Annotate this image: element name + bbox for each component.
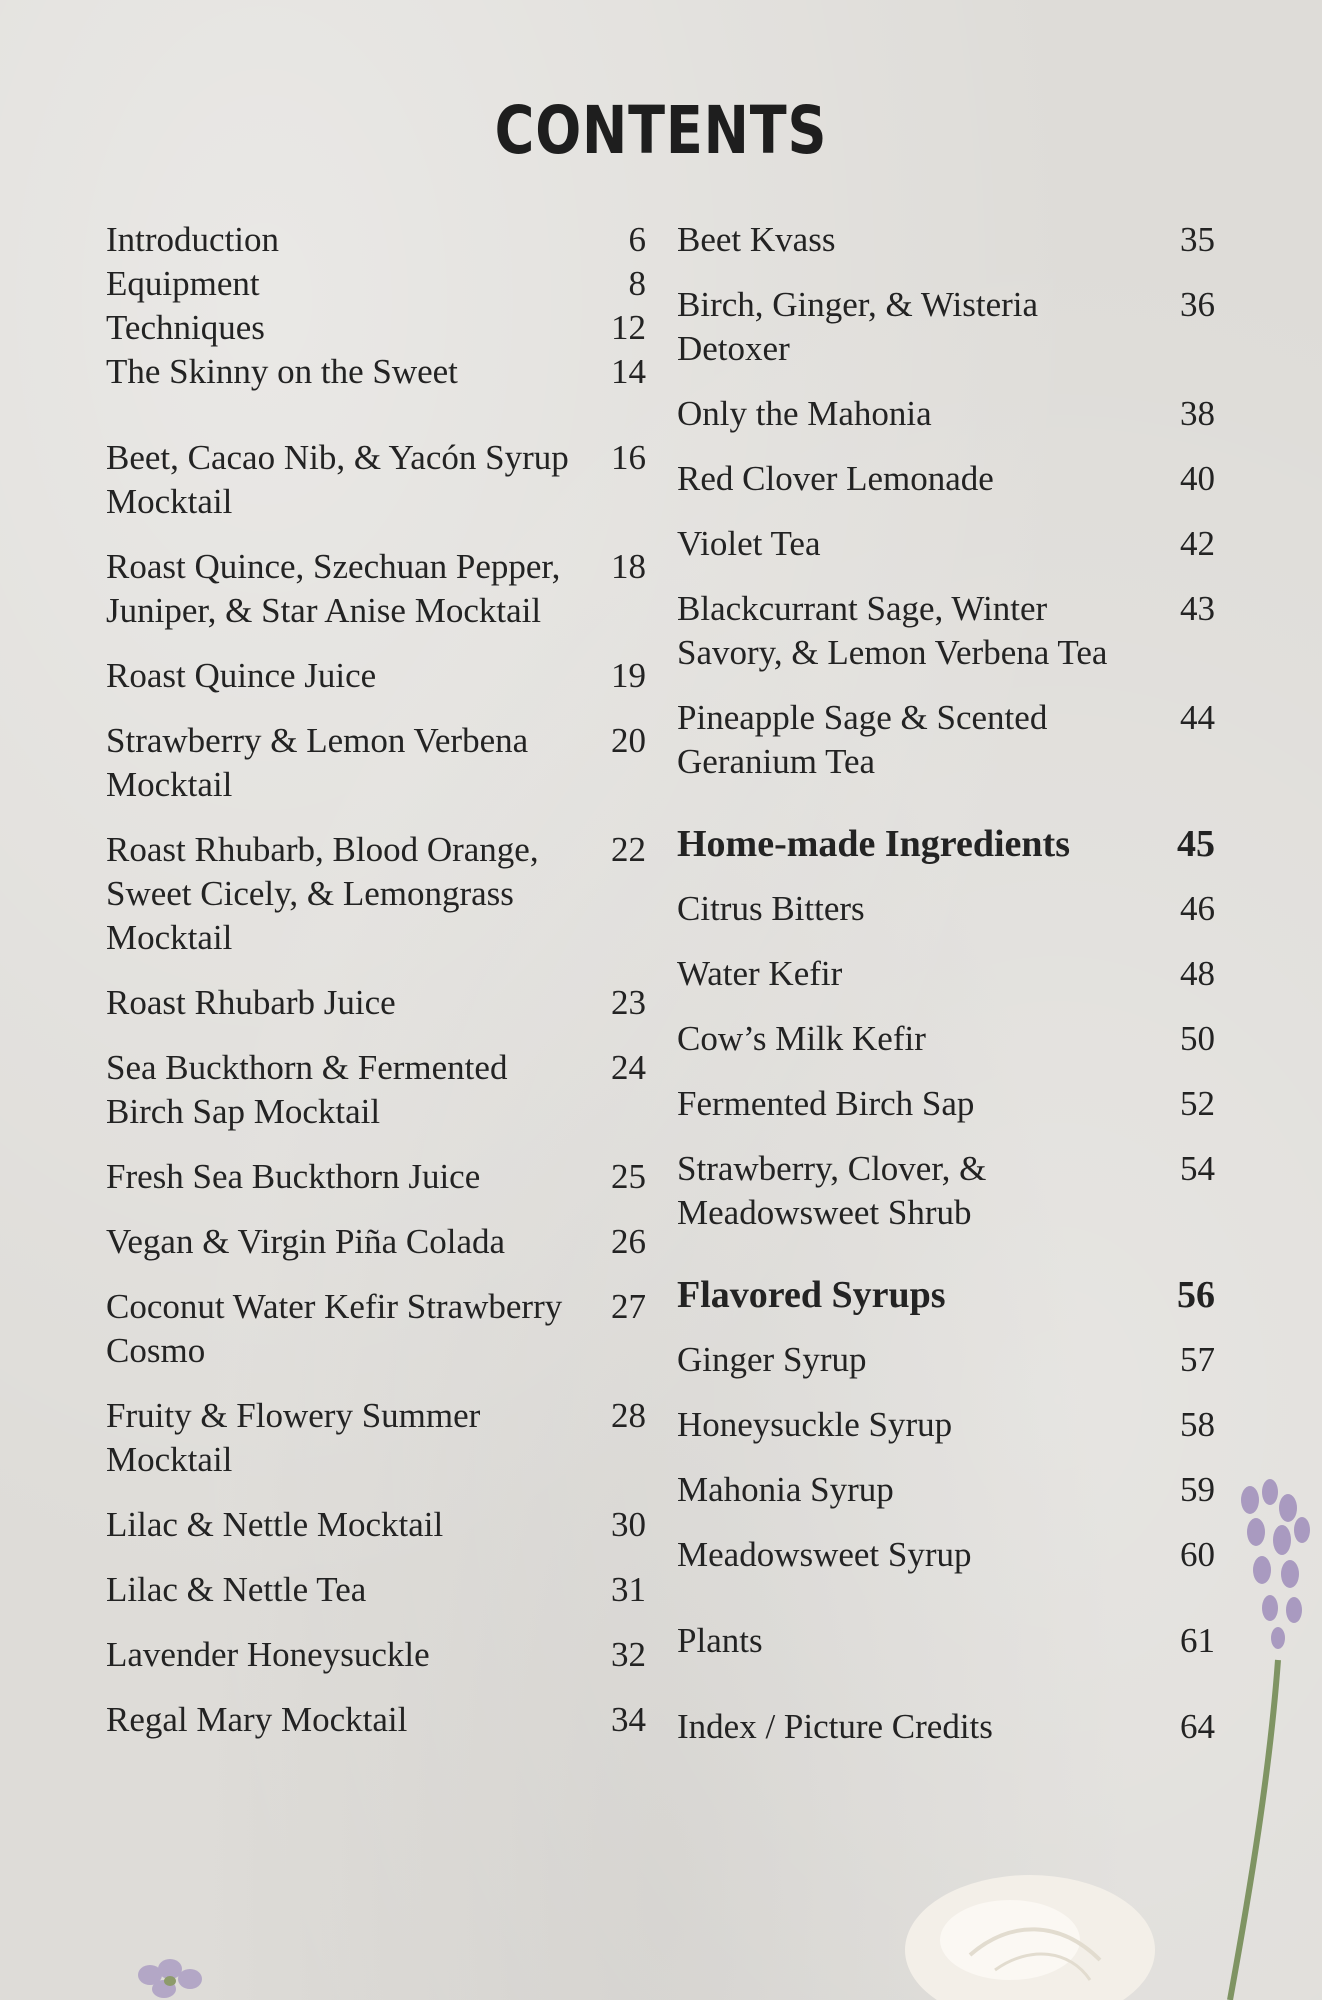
toc-entry[interactable]: Plants 61 [677,1621,1215,1660]
toc-entry[interactable]: Techniques 12 [106,308,646,347]
toc-left-column [106,218,646,1742]
toc-entry[interactable]: Roast Rhubarb, Blood Orange, Sweet Cicely, & Lemongrass Mocktail 22 [106,830,646,957]
toc-entry[interactable]: Index / Picture Credits 64 [677,1707,1215,1746]
toc-entry[interactable]: Pineapple Sage & Scented Geranium Tea 44 [677,698,1215,781]
toc-entry[interactable]: Equipment 8 [106,264,646,303]
toc-entry[interactable]: Lilac & Nettle Tea 31 [106,1570,646,1609]
toc-entry[interactable]: Citrus Bitters 46 [677,889,1215,928]
toc-entry[interactable]: Lavender Honeysuckle 32 [106,1635,646,1674]
toc-entry[interactable]: Fermented Birch Sap 52 [677,1084,1215,1123]
page-title: CONTENTS [494,92,828,169]
toc-entry[interactable]: Strawberry, Clover, & Meadowsweet Shrub 54 [677,1149,1215,1232]
toc-entry[interactable]: Fresh Sea Buckthorn Juice 25 [106,1157,646,1196]
toc-entry[interactable]: Lilac & Nettle Mocktail 30 [106,1505,646,1544]
white-rose-decoration [900,1860,1160,2000]
toc-section-heading[interactable]: Flavored Syrups 56 [677,1274,1215,1316]
toc-entry[interactable]: Regal Mary Mocktail 34 [106,1700,646,1739]
toc-entry[interactable]: Fruity & Flowery Summer Mocktail 28 [106,1396,646,1479]
toc-section-heading[interactable]: Home-made Ingredients 45 [677,823,1215,865]
toc-entry[interactable]: Sea Buckthorn & Fermented Birch Sap Mocktail 24 [106,1048,646,1131]
toc-entry[interactable]: The Skinny on the Sweet 14 [106,352,646,391]
toc-entry[interactable]: Ginger Syrup 57 [677,1340,1215,1379]
toc-entry[interactable]: Violet Tea 42 [677,524,1215,563]
toc-entry[interactable]: Roast Quince, Szechuan Pepper, Juniper, & Star Anise Mocktail 18 [106,547,646,630]
toc-entry[interactable]: Strawberry & Lemon Verbena Mocktail 20 [106,721,646,804]
toc-right-column [677,218,1215,1749]
toc-entry[interactable]: Water Kefir 48 [677,954,1215,993]
toc-entry[interactable]: Honeysuckle Syrup 58 [677,1405,1215,1444]
toc-entry[interactable]: Vegan & Virgin Piña Colada 26 [106,1222,646,1261]
toc-entry[interactable]: Cow’s Milk Kefir 50 [677,1019,1215,1058]
toc-entry[interactable]: Beet Kvass 35 [677,220,1215,259]
toc-entry[interactable]: Coconut Water Kefir Strawberry Cosmo 27 [106,1287,646,1370]
toc-entry[interactable]: Beet, Cacao Nib, & Yacón Syrup Mocktail 16 [106,438,646,521]
toc-entry[interactable]: Roast Rhubarb Juice 23 [106,983,646,1022]
toc-entry[interactable]: Red Clover Lemonade 40 [677,459,1215,498]
lavender-sprig-decoration [1190,1470,1322,2000]
toc-entry[interactable]: Introduction 6 [106,220,646,259]
toc-entry[interactable]: Blackcurrant Sage, Winter Savory, & Lemon Verbena Tea 43 [677,589,1215,672]
toc-entry[interactable]: Meadowsweet Syrup 60 [677,1535,1215,1574]
toc-entry[interactable]: Mahonia Syrup 59 [677,1470,1215,1509]
toc-entry[interactable]: Only the Mahonia 38 [677,394,1215,433]
toc-entry[interactable]: Birch, Ginger, & Wisteria Detoxer 36 [677,285,1215,368]
small-flower-decoration [120,1945,230,2000]
toc-entry[interactable]: Roast Quince Juice 19 [106,656,646,695]
